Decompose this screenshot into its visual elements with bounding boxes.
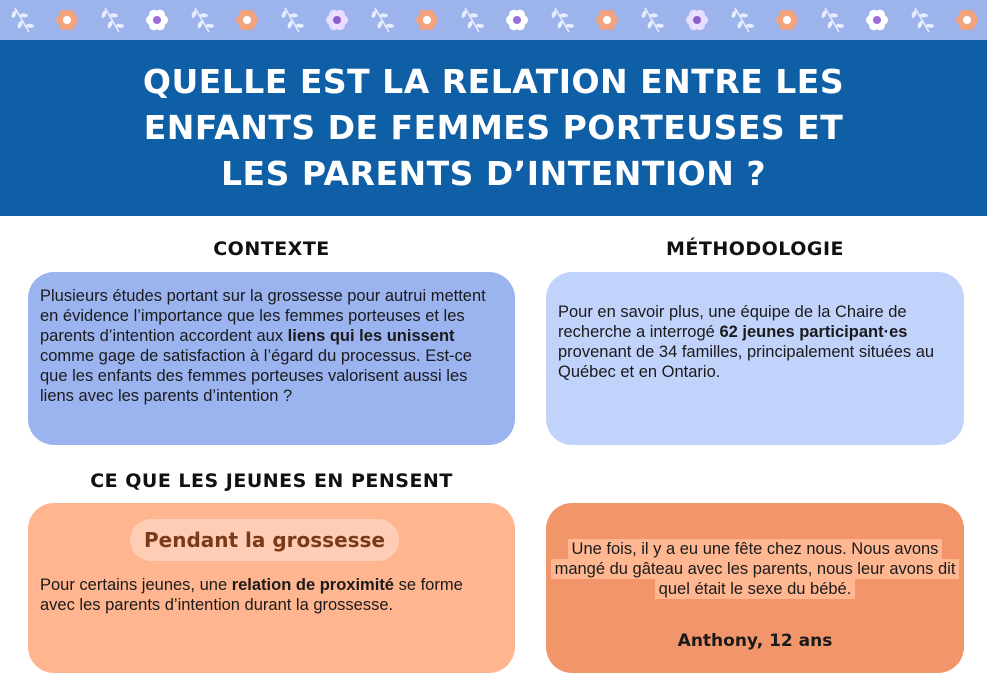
methodologie-card	[546, 272, 964, 445]
grossesse-text-bold: relation de proximité	[231, 576, 394, 594]
leaf-icon	[8, 4, 37, 37]
leaf-icon	[278, 4, 307, 37]
contexte-text-bold: liens qui les unissent	[287, 327, 455, 345]
contexte-text-part-1: Plusieurs études portant sur la grossesse pour autrui mettent en évidence l’importance que les femmes porteuses et les parents d’intention accordent aux	[40, 287, 486, 345]
floral-banner	[0, 0, 987, 40]
leaf-icon	[368, 4, 397, 37]
title-line-2: ENFANTS DE FEMMES PORTEUSES ET	[143, 108, 844, 147]
grossesse-text-part-1: Pour certains jeunes, une	[40, 576, 232, 594]
methodologie-text-part-2: provenant de 34 familles, principalement situées au Québec et en Ontario.	[558, 343, 935, 381]
flower-icon	[776, 10, 798, 30]
page-title	[114, 59, 874, 197]
contexte-text-part-2: comme gage de satisfaction à l’égard du processus. Est-ce que les enfants des femmes porteuses valorisent aussi les liens avec les parents d’intention ?	[40, 347, 472, 405]
contexte-heading: CONTEXTE	[213, 238, 330, 260]
quote-text-highlight: Une fois, il y a eu une fête chez nous. Nous avons mangé du gâteau avec les parents, nous leur avons dit quel était le sexe du bébé.	[551, 539, 960, 599]
leaf-icon	[188, 4, 217, 37]
leaf-icon	[638, 4, 667, 37]
grossesse-pill: Pendant la grossesse	[130, 519, 399, 561]
flower-icon	[596, 10, 618, 30]
leaf-icon	[728, 4, 757, 37]
title-line-3: LES PARENTS D’INTENTION ?	[221, 154, 766, 193]
leaf-icon	[98, 4, 127, 37]
title-line-1: QUELLE EST LA RELATION ENTRE LES	[142, 62, 845, 101]
grossesse-text	[40, 575, 500, 615]
floral-pattern	[0, 0, 987, 40]
flower-icon	[956, 10, 978, 30]
methodologie-heading: MÉTHODOLOGIE	[665, 238, 845, 260]
contexte-card	[28, 272, 515, 445]
flower-icon	[416, 10, 438, 30]
quote-author: Anthony, 12 ans	[677, 631, 833, 651]
grossesse-text-part-2: se forme avec les parents d’intention durant la grossesse.	[40, 576, 463, 614]
quote-card	[546, 503, 964, 673]
leaf-icon	[548, 4, 577, 37]
flower-icon	[56, 10, 78, 30]
methodologie-text	[558, 302, 950, 382]
leaf-icon	[908, 4, 937, 37]
flower-icon	[236, 10, 258, 30]
leaf-icon	[818, 4, 847, 37]
flower-icon	[146, 10, 168, 30]
jeunes-heading: CE QUE LES JEUNES EN PENSENT	[90, 470, 453, 492]
methodologie-text-bold: 62 jeunes participant·es	[719, 323, 908, 341]
title-header	[0, 40, 987, 216]
methodologie-text-part-1: Pour en savoir plus, une équipe de la Chaire de recherche a interrogé	[558, 303, 907, 341]
contexte-text	[40, 286, 501, 406]
quote-text	[546, 539, 964, 599]
grossesse-card	[28, 503, 515, 673]
flower-icon	[686, 10, 708, 30]
flower-icon	[866, 10, 888, 30]
flower-icon	[326, 10, 348, 30]
leaf-icon	[458, 4, 487, 37]
flower-icon	[506, 10, 528, 30]
